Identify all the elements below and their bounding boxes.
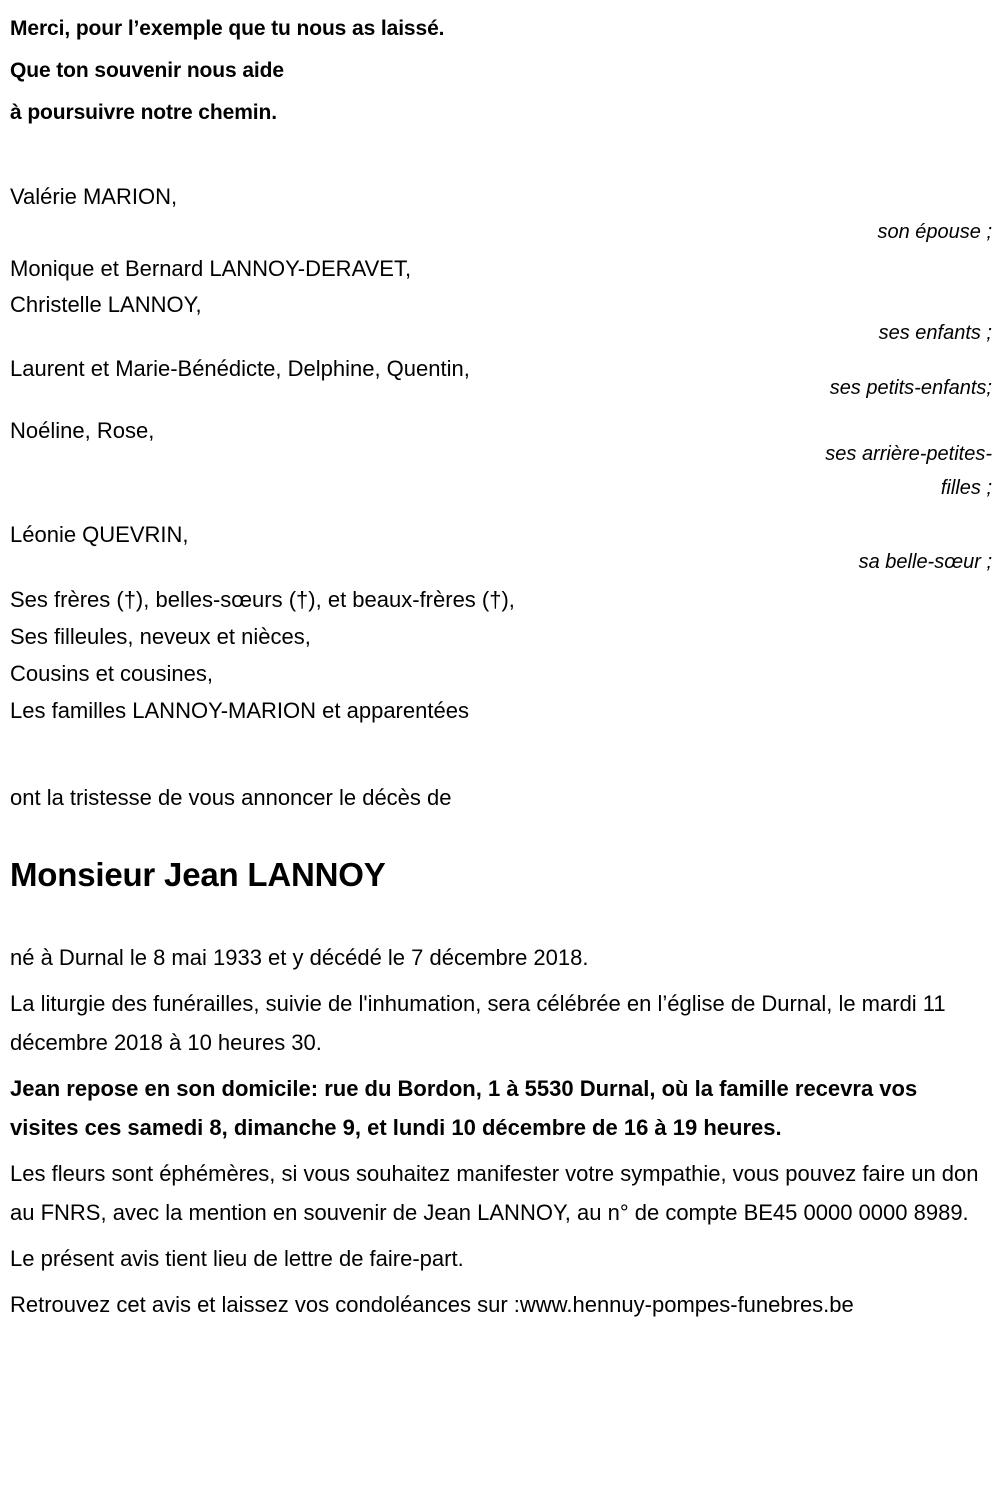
- relation-label: ses petits-enfants;: [829, 377, 992, 399]
- family-name-line: Laurent et Marie-Bénédicte, Delphine, Quentin,: [10, 356, 470, 381]
- donation-paragraph: Les fleurs sont éphémères, si vous souhaitez manifester votre sympathie, vous pouvez faire un don au FNRS, avec la mention en souvenir de Jean LANNOY, au n° de compte BE45 0000 0000 8989.: [10, 1161, 979, 1225]
- family-name-line: Valérie MARION,: [10, 184, 178, 209]
- birth-death-paragraph: né à Durnal le 8 mai 1933 et y décédé le 7 décembre 2018.: [10, 945, 589, 970]
- family-name-line: Ses frères (†), belles-sœurs (†), et beaux-frères (†),: [10, 587, 515, 612]
- family-name-line: Cousins et cousines,: [10, 661, 213, 686]
- family-name-line: Léonie QUEVRIN,: [10, 522, 189, 547]
- family-name-line: Noéline, Rose,: [10, 418, 155, 443]
- condolences-paragraph: Retrouvez cet avis et laissez vos condoléances sur :www.hennuy-pompes-funebres.be: [10, 1292, 854, 1317]
- notice-paragraph: Le présent avis tient lieu de lettre de faire-part.: [10, 1246, 464, 1271]
- family-name-line: Ses filleules, neveux et nièces,: [10, 624, 311, 649]
- verse-line-3: à poursuivre notre chemin.: [10, 101, 277, 124]
- relation-label: ses arrière-petites-: [825, 443, 992, 465]
- liturgy-paragraph: La liturgie des funérailles, suivie de l'inhumation, sera célébrée en l’église de Durnal, le mardi 11 décembre 2018 à 10 heures 30.: [10, 991, 946, 1055]
- relation-label: sa belle-sœur ;: [858, 551, 992, 573]
- family-name-line: Monique et Bernard LANNOY-DERAVET,: [10, 256, 412, 281]
- relation-label: son épouse ;: [877, 221, 992, 243]
- visitation-paragraph: Jean repose en son domicile: rue du Bordon, 1 à 5530 Durnal, où la famille recevra vos visites ces samedi 8, dimanche 9, et lundi 10 décembre de 16 à 19 heures.: [10, 1076, 918, 1140]
- detail-paragraphs: [10, 938, 990, 1331]
- deceased-name: Monsieur Jean LANNOY: [10, 856, 386, 893]
- relation-label: filles ;: [940, 477, 992, 499]
- relation-label: ses enfants ;: [878, 322, 992, 344]
- family-name-line: Les familles LANNOY-MARION et apparentées: [10, 698, 469, 723]
- opening-verse: [10, 8, 930, 134]
- family-name-line: Christelle LANNOY,: [10, 292, 202, 317]
- announcement-line: ont la tristesse de vous annoncer le décès de: [10, 785, 452, 810]
- verse-line-2: Que ton souvenir nous aide: [10, 59, 284, 82]
- family-listing: [0, 186, 1000, 786]
- verse-line-1: Merci, pour l’exemple que tu nous as laissé.: [10, 17, 445, 40]
